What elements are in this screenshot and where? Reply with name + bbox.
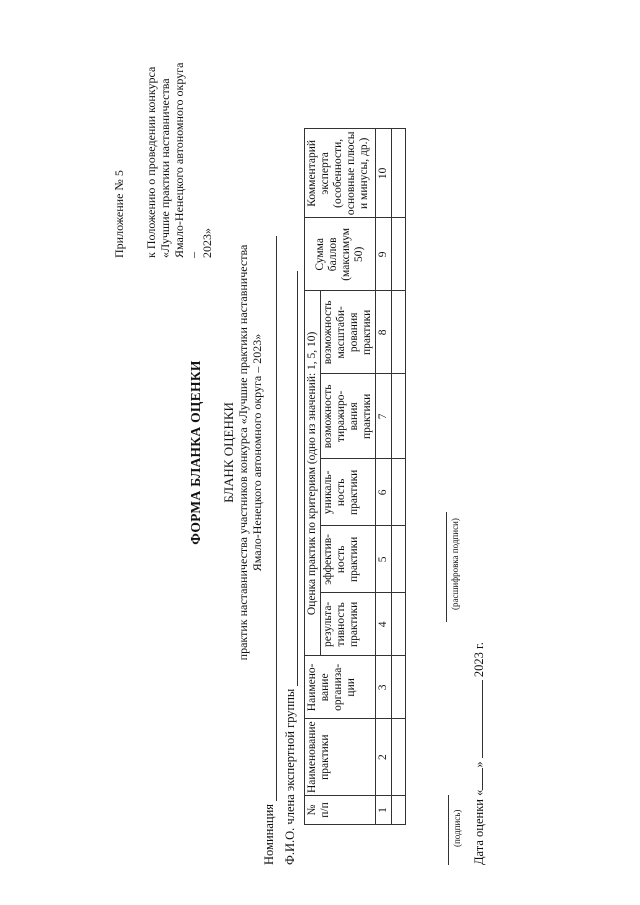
empty-cell[interactable] [392,218,406,291]
col-number: 5 [376,526,392,593]
empty-cell[interactable] [392,719,406,796]
appendix-line: к Положению о проведении конкурса [144,66,158,258]
expert-line[interactable] [297,271,298,686]
appendix-line: «Лучшие практики наставничества [158,78,172,258]
header-comment: Комментарий эксперта (особенности, основные плюсы и минусы, др.) [305,129,376,218]
appendix-number: Приложение № 5 [112,170,126,258]
header-organization: Наимено- вание организа- ции [305,656,376,719]
date-month-line[interactable] [482,680,483,758]
header-replication: возможность тиражиро- вания практики [321,374,376,459]
col-number: 8 [376,291,392,374]
empty-cell[interactable] [392,656,406,719]
date-prefix: Дата оценки « [472,789,486,865]
empty-cell[interactable] [392,526,406,593]
date-field [472,642,487,865]
empty-cell[interactable] [392,374,406,459]
evaluation-table [304,128,406,825]
header-effect: эффектив- ность практики [321,526,376,593]
col-number: 4 [376,593,392,656]
empty-cell[interactable] [392,593,406,656]
date-mid: » [472,761,486,768]
signature-label: (подпись) [452,809,462,847]
col-number: 6 [376,459,392,526]
number-row [376,129,392,825]
signature-decode-line[interactable] [446,512,447,622]
header-result: результа- тивность практики [321,593,376,656]
empty-cell[interactable] [392,129,406,218]
col-number: 2 [376,719,392,796]
col-number: 1 [376,796,392,825]
date-day-line[interactable] [482,768,483,790]
empty-cell[interactable] [392,291,406,374]
header-num: № п/п [305,796,376,825]
empty-row [392,129,406,825]
empty-cell[interactable] [392,796,406,825]
col-number: 7 [376,374,392,459]
header-scaling: возможность масштаби- рования практики [321,291,376,374]
expert-label: Ф.И.О. члена экспертной группы [283,688,297,865]
blank-subtitle [236,0,264,905]
col-number: 10 [376,129,392,218]
signature-line[interactable] [448,795,449,865]
col-number: 3 [376,656,392,719]
appendix-line: 2023» [200,228,214,258]
empty-cell[interactable] [392,459,406,526]
signature-decode-label: (расшифровка подписи) [450,518,460,610]
header-unique: уникаль- ность практики [321,459,376,526]
nomination-field [262,236,277,865]
header-criteria-group: Оценка практик по критериям (одно из значений: 1, 5, 10) [305,291,321,656]
nomination-label: Номинация [262,803,276,865]
col-number: 9 [376,218,392,291]
blank-subtitle-line-1: практик наставничества участников конкурса «Лучшие практики наставничества [236,244,250,661]
appendix-line: Ямало-Ненецкого автономного округа – [172,62,200,258]
form-title: ФОРМА БЛАНКА ОЦЕНКИ [188,360,203,545]
date-suffix: 2023 г. [472,642,486,678]
blank-title: БЛАНК ОЦЕНКИ [221,402,236,503]
header-sum: Сумма баллов (максимум 50) [305,218,376,291]
blank-subtitle-line-2: Ямало-Ненецкого автономного округа – 2023» [250,333,264,572]
header-practice-name: Наименование практики [305,719,376,796]
nomination-line[interactable] [276,236,277,801]
expert-field [283,271,298,865]
